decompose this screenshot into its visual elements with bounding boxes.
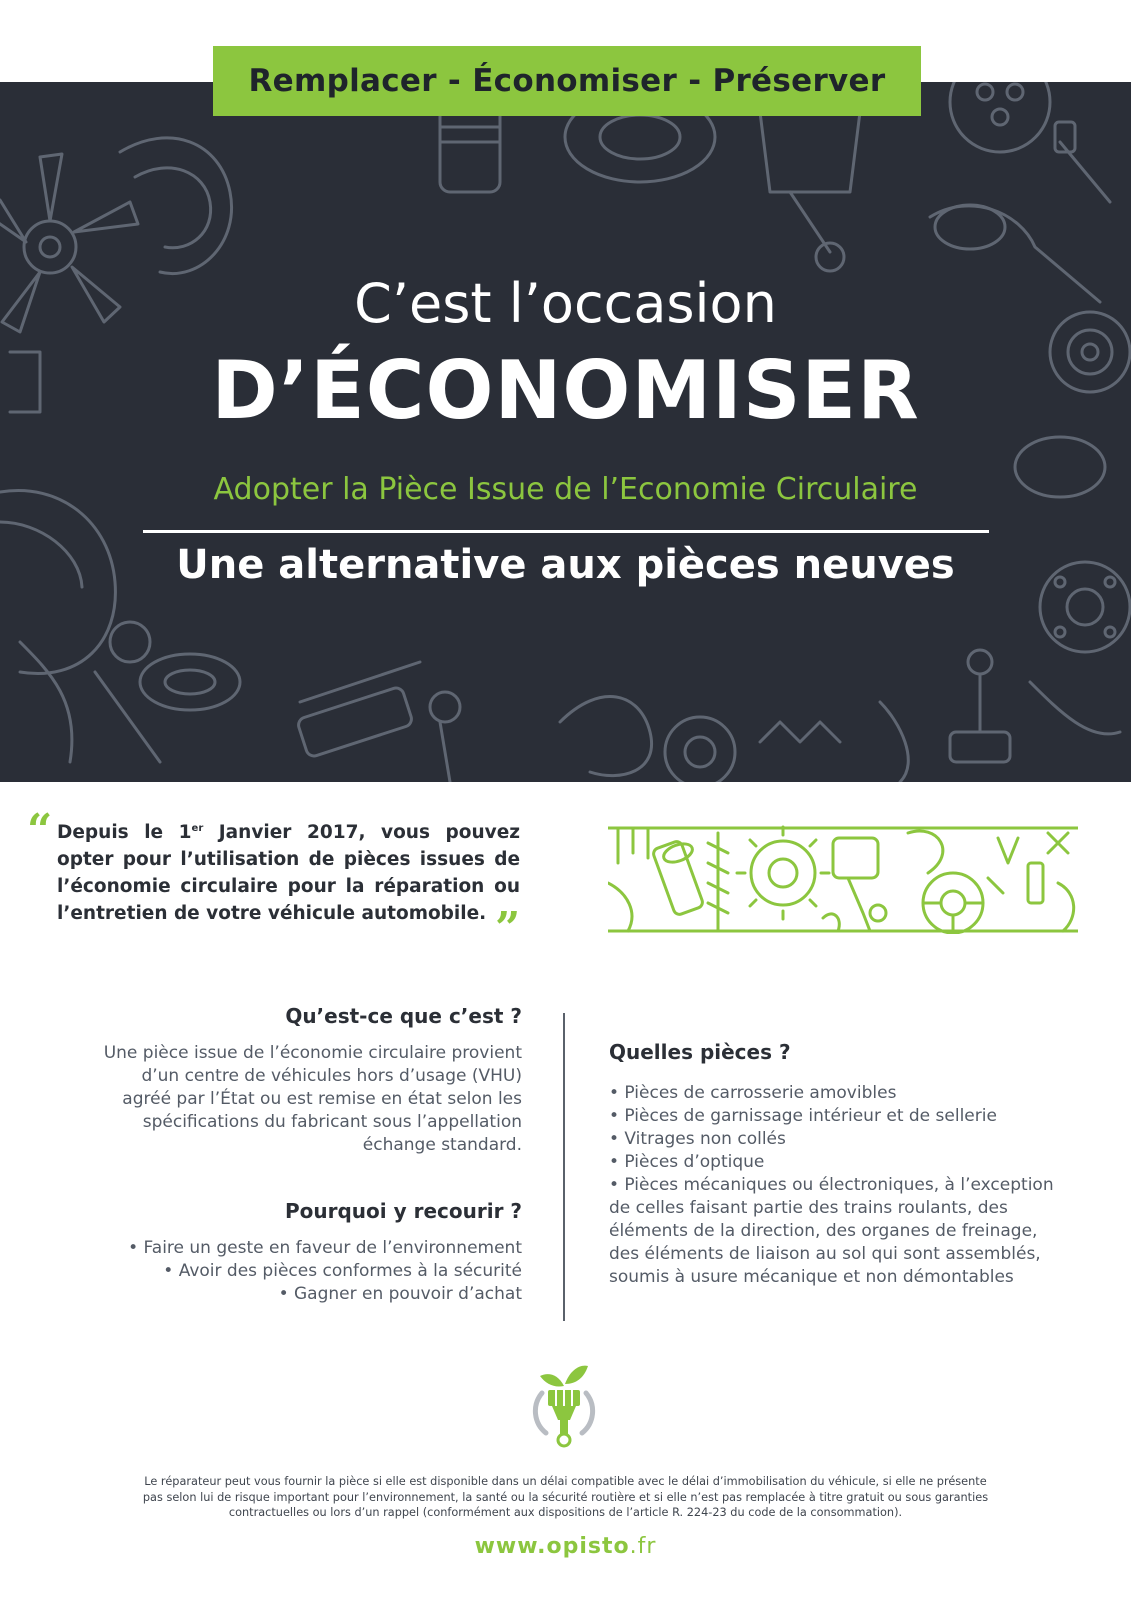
which-line: des éléments de liaison au sol qui sont assemblés, — [609, 1244, 1041, 1264]
what-line: Une pièce issue de l’économie circulaire provient — [103, 1043, 522, 1063]
what-is-it-title: Qu’est-ce que c’est ? — [285, 1004, 522, 1028]
right-column — [609, 1040, 1089, 1289]
green-parts-illustration — [608, 823, 1078, 934]
quote-text — [57, 815, 520, 927]
disclaimer-line: pas selon lui de risque important pour l’environnement, la santé ou la sécurité routière et si elle n’est pas remplacée à titre gratuit ou sous garanties — [142, 1490, 989, 1504]
why-item: • Avoir des pièces conformes à la sécurité — [163, 1261, 522, 1281]
which-line: • Pièces mécaniques ou électroniques, à l’exception — [609, 1175, 1054, 1195]
which-line: soumis à usure mécanique et non démontables — [609, 1267, 1014, 1287]
which-line: éléments de la direction, des organes de freinage, — [609, 1221, 1038, 1241]
opisto-leaf-logo-icon — [524, 1358, 604, 1448]
website-link[interactable] — [0, 1534, 1131, 1559]
which-parts-title: Quelles pièces ? — [609, 1040, 791, 1064]
tagline-banner: Remplacer - Économiser - Préserver — [213, 46, 921, 116]
which-line: • Pièces de carrosserie amovibles — [609, 1083, 897, 1103]
why-list — [55, 1237, 522, 1306]
disclaimer-line: Le réparateur peut vous fournir la pièce si elle est disponible dans un délai compatible avec le délai d’immobilisation du véhicule, si elle ne présente — [144, 1475, 987, 1488]
website-main: www.opisto — [474, 1534, 630, 1559]
hero-alternative: Une alternative aux pièces neuves — [176, 542, 955, 588]
legal-disclaimer — [40, 1474, 1091, 1521]
website-tld: .fr — [629, 1534, 657, 1559]
quote-open-mark: “ — [27, 805, 53, 856]
hero-line-1: C’est l’occasion — [354, 272, 777, 335]
intro-quote — [27, 805, 521, 954]
what-line: agréé par l’État ou est remise en état selon les — [122, 1089, 522, 1109]
hero-banner — [0, 82, 1131, 782]
what-line: spécifications du fabricant sous l’appellation — [142, 1112, 522, 1132]
what-line: échange standard. — [362, 1135, 522, 1155]
why-item: • Gagner en pouvoir d’achat — [278, 1284, 522, 1304]
what-is-it-text — [55, 1042, 522, 1157]
quote-superscript: er — [191, 823, 204, 834]
column-divider — [563, 1013, 565, 1321]
disclaimer-line: contractuelles ou lors d’un rappel (conformément aux dispositions de l’article R. 224-23 du code de la consommation). — [228, 1506, 903, 1519]
hero-text-block — [0, 82, 1131, 782]
quote-close-mark: ” — [495, 903, 521, 954]
why-item: • Faire un geste en faveur de l’environnement — [128, 1238, 522, 1258]
quote-part-1: Depuis le 1 — [57, 822, 192, 844]
which-line: • Pièces de garnissage intérieur et de sellerie — [609, 1106, 997, 1126]
which-line: • Pièces d’optique — [609, 1152, 765, 1172]
hero-divider — [143, 530, 989, 533]
hero-subtitle: Adopter la Pièce Issue de l’Economie Circulaire — [213, 472, 918, 507]
which-line: de celles faisant partie des trains roulants, des — [609, 1198, 1008, 1218]
left-column — [55, 1004, 522, 1306]
which-line: • Vitrages non collés — [609, 1129, 786, 1149]
which-parts-list — [609, 1082, 1089, 1289]
why-title: Pourquoi y recourir ? — [284, 1199, 522, 1223]
hero-headline: D’ÉCONOMISER — [211, 344, 920, 437]
quote-part-2: Janvier 2017, vous pouvez opter pour l’utilisation de pièces issues de l’économie circulaire pour la réparation ou l’entretien de votre véhicule automobile. — [57, 822, 521, 925]
what-line: d’un centre de véhicules hors d’usage (VHU) — [141, 1066, 522, 1086]
